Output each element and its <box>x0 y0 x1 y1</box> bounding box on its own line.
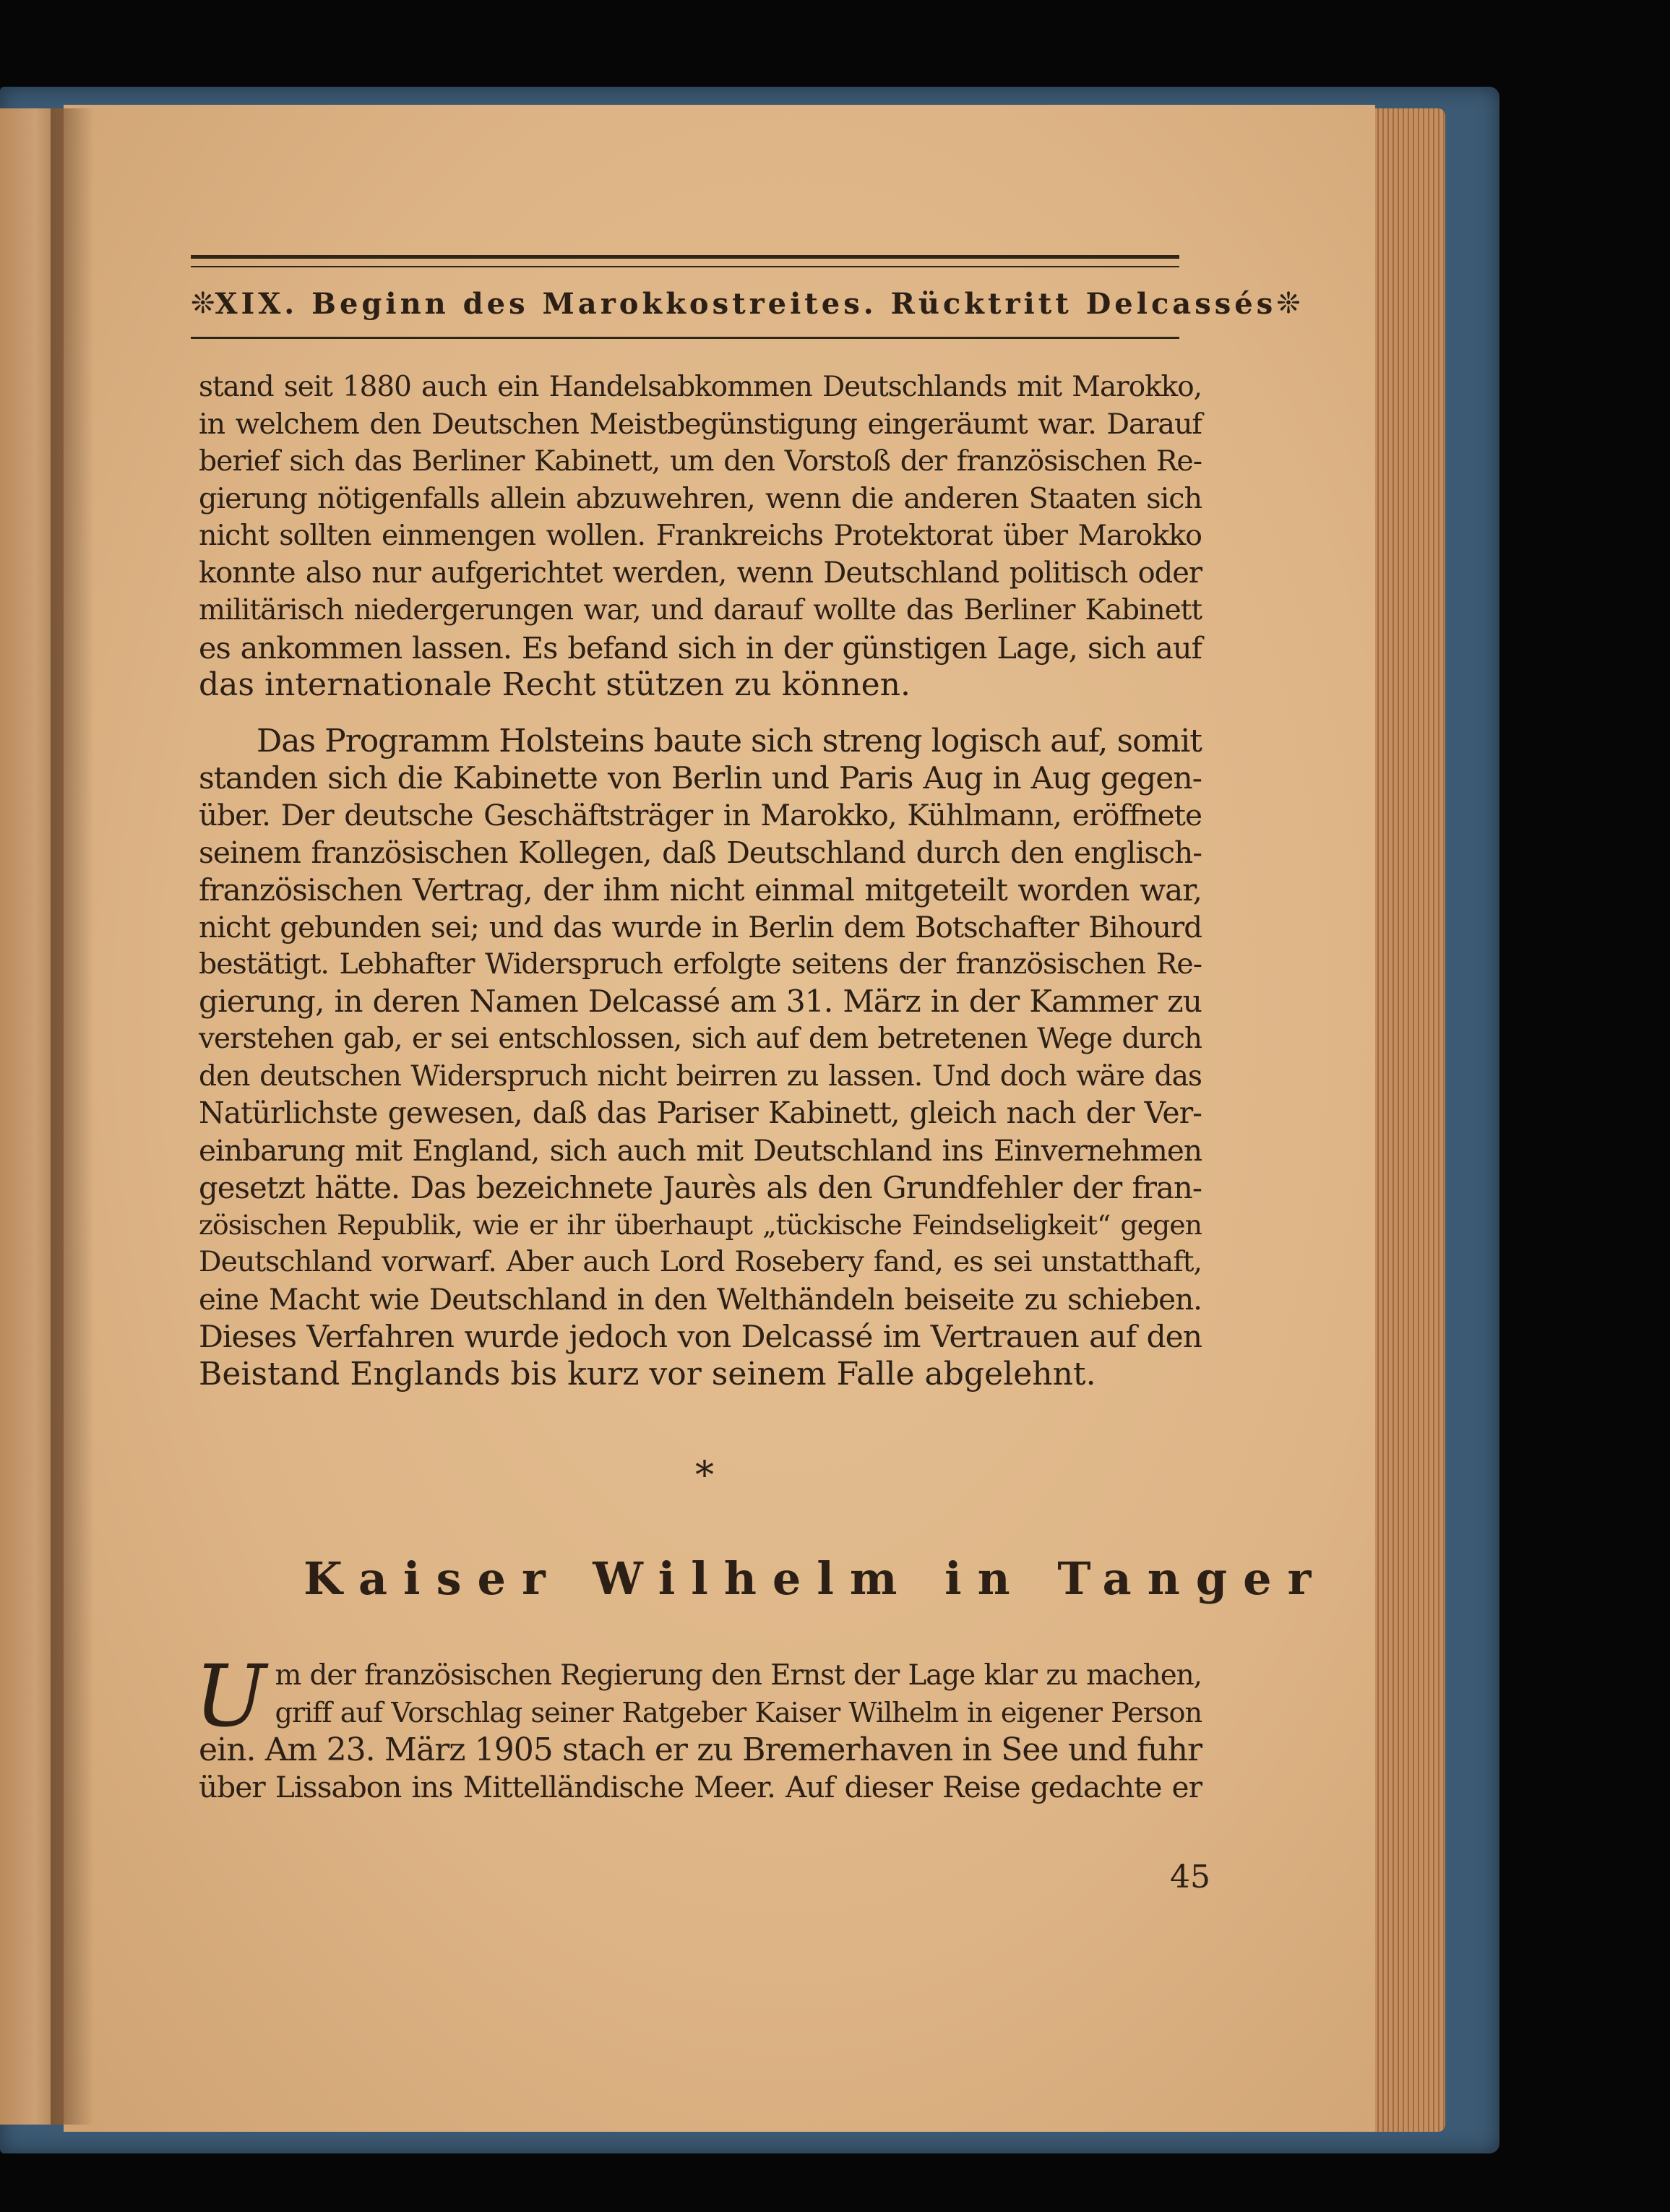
text-line: in welchem den Deutschen Meistbegünstigung eingeräumt war. Darauf <box>199 407 1202 441</box>
section-asterism: * <box>695 1454 714 1497</box>
text-line: Das Programm Holsteins baute sich streng logisch auf, somit <box>257 723 1202 759</box>
gutter-shadow <box>51 108 94 2125</box>
text-line: ein. Am 23. März 1905 stach er zu Bremerhaven in See und fuhr <box>199 1731 1202 1768</box>
text-line: es ankommen lassen. Es befand sich in der günstigen Lage, sich auf <box>199 629 1202 666</box>
text-line: über Lissabon ins Mittelländische Meer. Auf dieser Reise gedachte er <box>199 1769 1202 1804</box>
text-line: Beistand Englands bis kurz vor seinem Falle abgelehnt. <box>199 1355 1096 1393</box>
left-ornament-icon: ❊ <box>191 287 215 320</box>
header-rule-thin <box>191 266 1179 267</box>
text-line: Natürlichste gewesen, daß das Pariser Kabinett, gleich nach der Ver- <box>199 1096 1202 1130</box>
text-line: gierung, in deren Namen Delcassé am 31. März in der Kammer zu <box>199 984 1202 1020</box>
text-line: verstehen gab, er sei entschlossen, sich auf dem betretenen Wege durch <box>199 1023 1202 1055</box>
text-line: berief sich das Berliner Kabinett, um den Vorstoß der französischen Re- <box>199 444 1202 478</box>
text-line: französischen Vertrag, der ihm nicht einmal mitgeteilt worden war, <box>199 872 1202 908</box>
text-line: einbarung mit England, sich auch mit Deutschland ins Einvernehmen <box>199 1132 1202 1168</box>
section-paragraph <box>194 1646 1202 1806</box>
text-line: das internationale Recht stützen zu können. <box>199 666 911 703</box>
text-line: Dieses Verfahren wurde jedoch von Delcassé im Vertrauen auf den <box>199 1319 1202 1354</box>
text-line: nicht sollten einmengen wollen. Frankreichs Protektorat über Marokko <box>199 519 1202 552</box>
text-line: seinem französischen Kollegen, daß Deutschland durch den englisch- <box>199 835 1202 870</box>
header-rule-bottom <box>191 337 1179 339</box>
text-line: militärisch niedergerungen war, und darauf wollte das Berliner Kabinett <box>199 594 1202 627</box>
paragraph-1 <box>199 369 1202 704</box>
text-line: bestätigt. Lebhafter Widerspruch erfolgte seitens der französischen Re- <box>199 947 1202 981</box>
text-line: nicht gebunden sei; und das wurde in Berlin dem Botschafter Bihourd <box>199 910 1202 944</box>
section-title: Kaiser Wilhelm in Tanger <box>304 1552 1327 1605</box>
running-head-title: XIX. Beginn des Marokkostreites. Rücktritt Delcassés <box>215 286 1277 321</box>
text-line: Deutschland vorwarf. Aber auch Lord Rosebery fand, es sei unstatthaft, <box>199 1245 1202 1278</box>
drop-cap: U <box>194 1646 267 1746</box>
paragraph-2 <box>199 723 1202 1393</box>
text-line: zösischen Republik, wie er ihr überhaupt „tückische Feindseligkeit“ gegen <box>199 1208 1202 1241</box>
right-ornament-icon: ❊ <box>1276 287 1301 320</box>
text-line: gesetzt hätte. Das bezeichnete Jaurès als den Grundfehler der fran- <box>199 1170 1202 1205</box>
text-line: über. Der deutsche Geschäftsträger in Marokko, Kühlmann, eröffnete <box>199 798 1202 832</box>
text-line: standen sich die Kabinette von Berlin und Paris Aug in Aug gegen- <box>199 760 1202 796</box>
text-line: konnte also nur aufgerichtet werden, wenn Deutschland politisch oder <box>199 556 1202 590</box>
text-line: m der französischen Regierung den Ernst der Lage klar zu machen, <box>275 1659 1202 1692</box>
text-line: eine Macht wie Deutschland in den Welthändeln beiseite zu schieben. <box>199 1281 1202 1317</box>
page-number: 45 <box>1170 1859 1210 1895</box>
header-rule-thick <box>191 255 1179 259</box>
text-line: griff auf Vorschlag seiner Ratgeber Kaiser Wilhelm in eigener Person <box>275 1696 1202 1729</box>
text-line: gierung nötigenfalls allein abzuwehren, wenn die anderen Staaten sich <box>199 481 1202 515</box>
running-head <box>191 283 1301 324</box>
text-line: stand seit 1880 auch ein Handelsabkommen Deutschlands mit Marokko, <box>199 371 1202 403</box>
text-line: den deutschen Widerspruch nicht beirren zu lassen. Und doch wäre das <box>199 1059 1202 1093</box>
